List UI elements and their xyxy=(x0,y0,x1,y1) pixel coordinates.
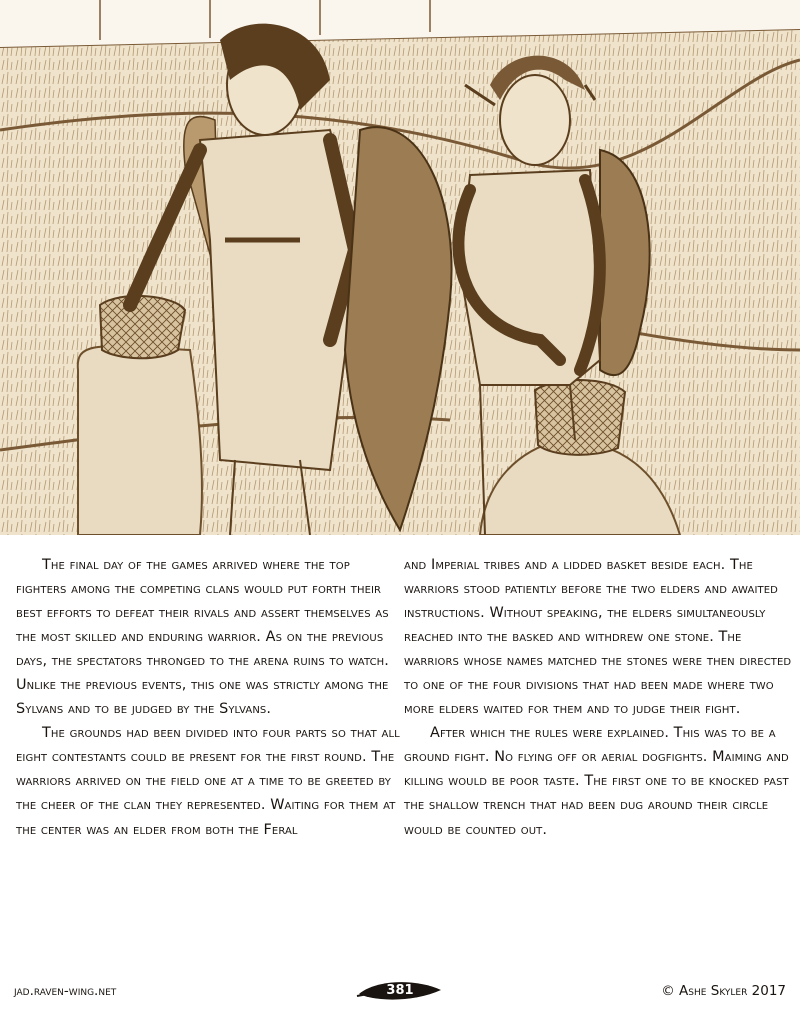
story-column-right xyxy=(404,553,794,842)
story-paragraph: After which the rules were explained. This was to be a ground fight. No flying off or aerial dogfights. Maiming and killing would be poor taste. The first one to be knocked past the shallow trench that had been dug around their circle would be counted out. xyxy=(404,725,789,838)
page-number-badge xyxy=(355,978,445,1004)
copyright: © Ashe Skyler 2017 xyxy=(661,983,786,999)
story-paragraph: and Imperial tribes and a lidded basket beside each. The warriors stood patiently before the two elders and awaited instructions. Without speaking, the elders simultaneously reached into the basked and withdrew one stone. The warriors whose names matched the stones were then directed to one of the four divisions that had been made where two more elders waited for them and to judge their fight. xyxy=(404,557,792,718)
story-text xyxy=(0,553,800,963)
story-column-left xyxy=(16,553,404,842)
site-link[interactable]: jad.raven-wing.net xyxy=(14,983,117,999)
story-paragraph: The grounds had been divided into four parts so that all eight contestants could be present for the first round. The warriors arrived on the field one at a time to be greeted by the cheer of the clan they represented. Waiting for them at the center was an elder from both the Feral xyxy=(16,725,400,838)
page-footer xyxy=(0,975,800,1005)
page-number: 381 xyxy=(386,983,414,998)
story-paragraph: The final day of the games arrived where the top fighters among the competing clans would put forth their best efforts to defeat their rivals and assert themselves as the most skilled and enduring warrior. As on the previous days, the spectators thronged to the arena ruins to watch. Unlike the previous events, this one was strictly among the Sylvans and to be judged by the Sylvans. xyxy=(16,557,389,718)
